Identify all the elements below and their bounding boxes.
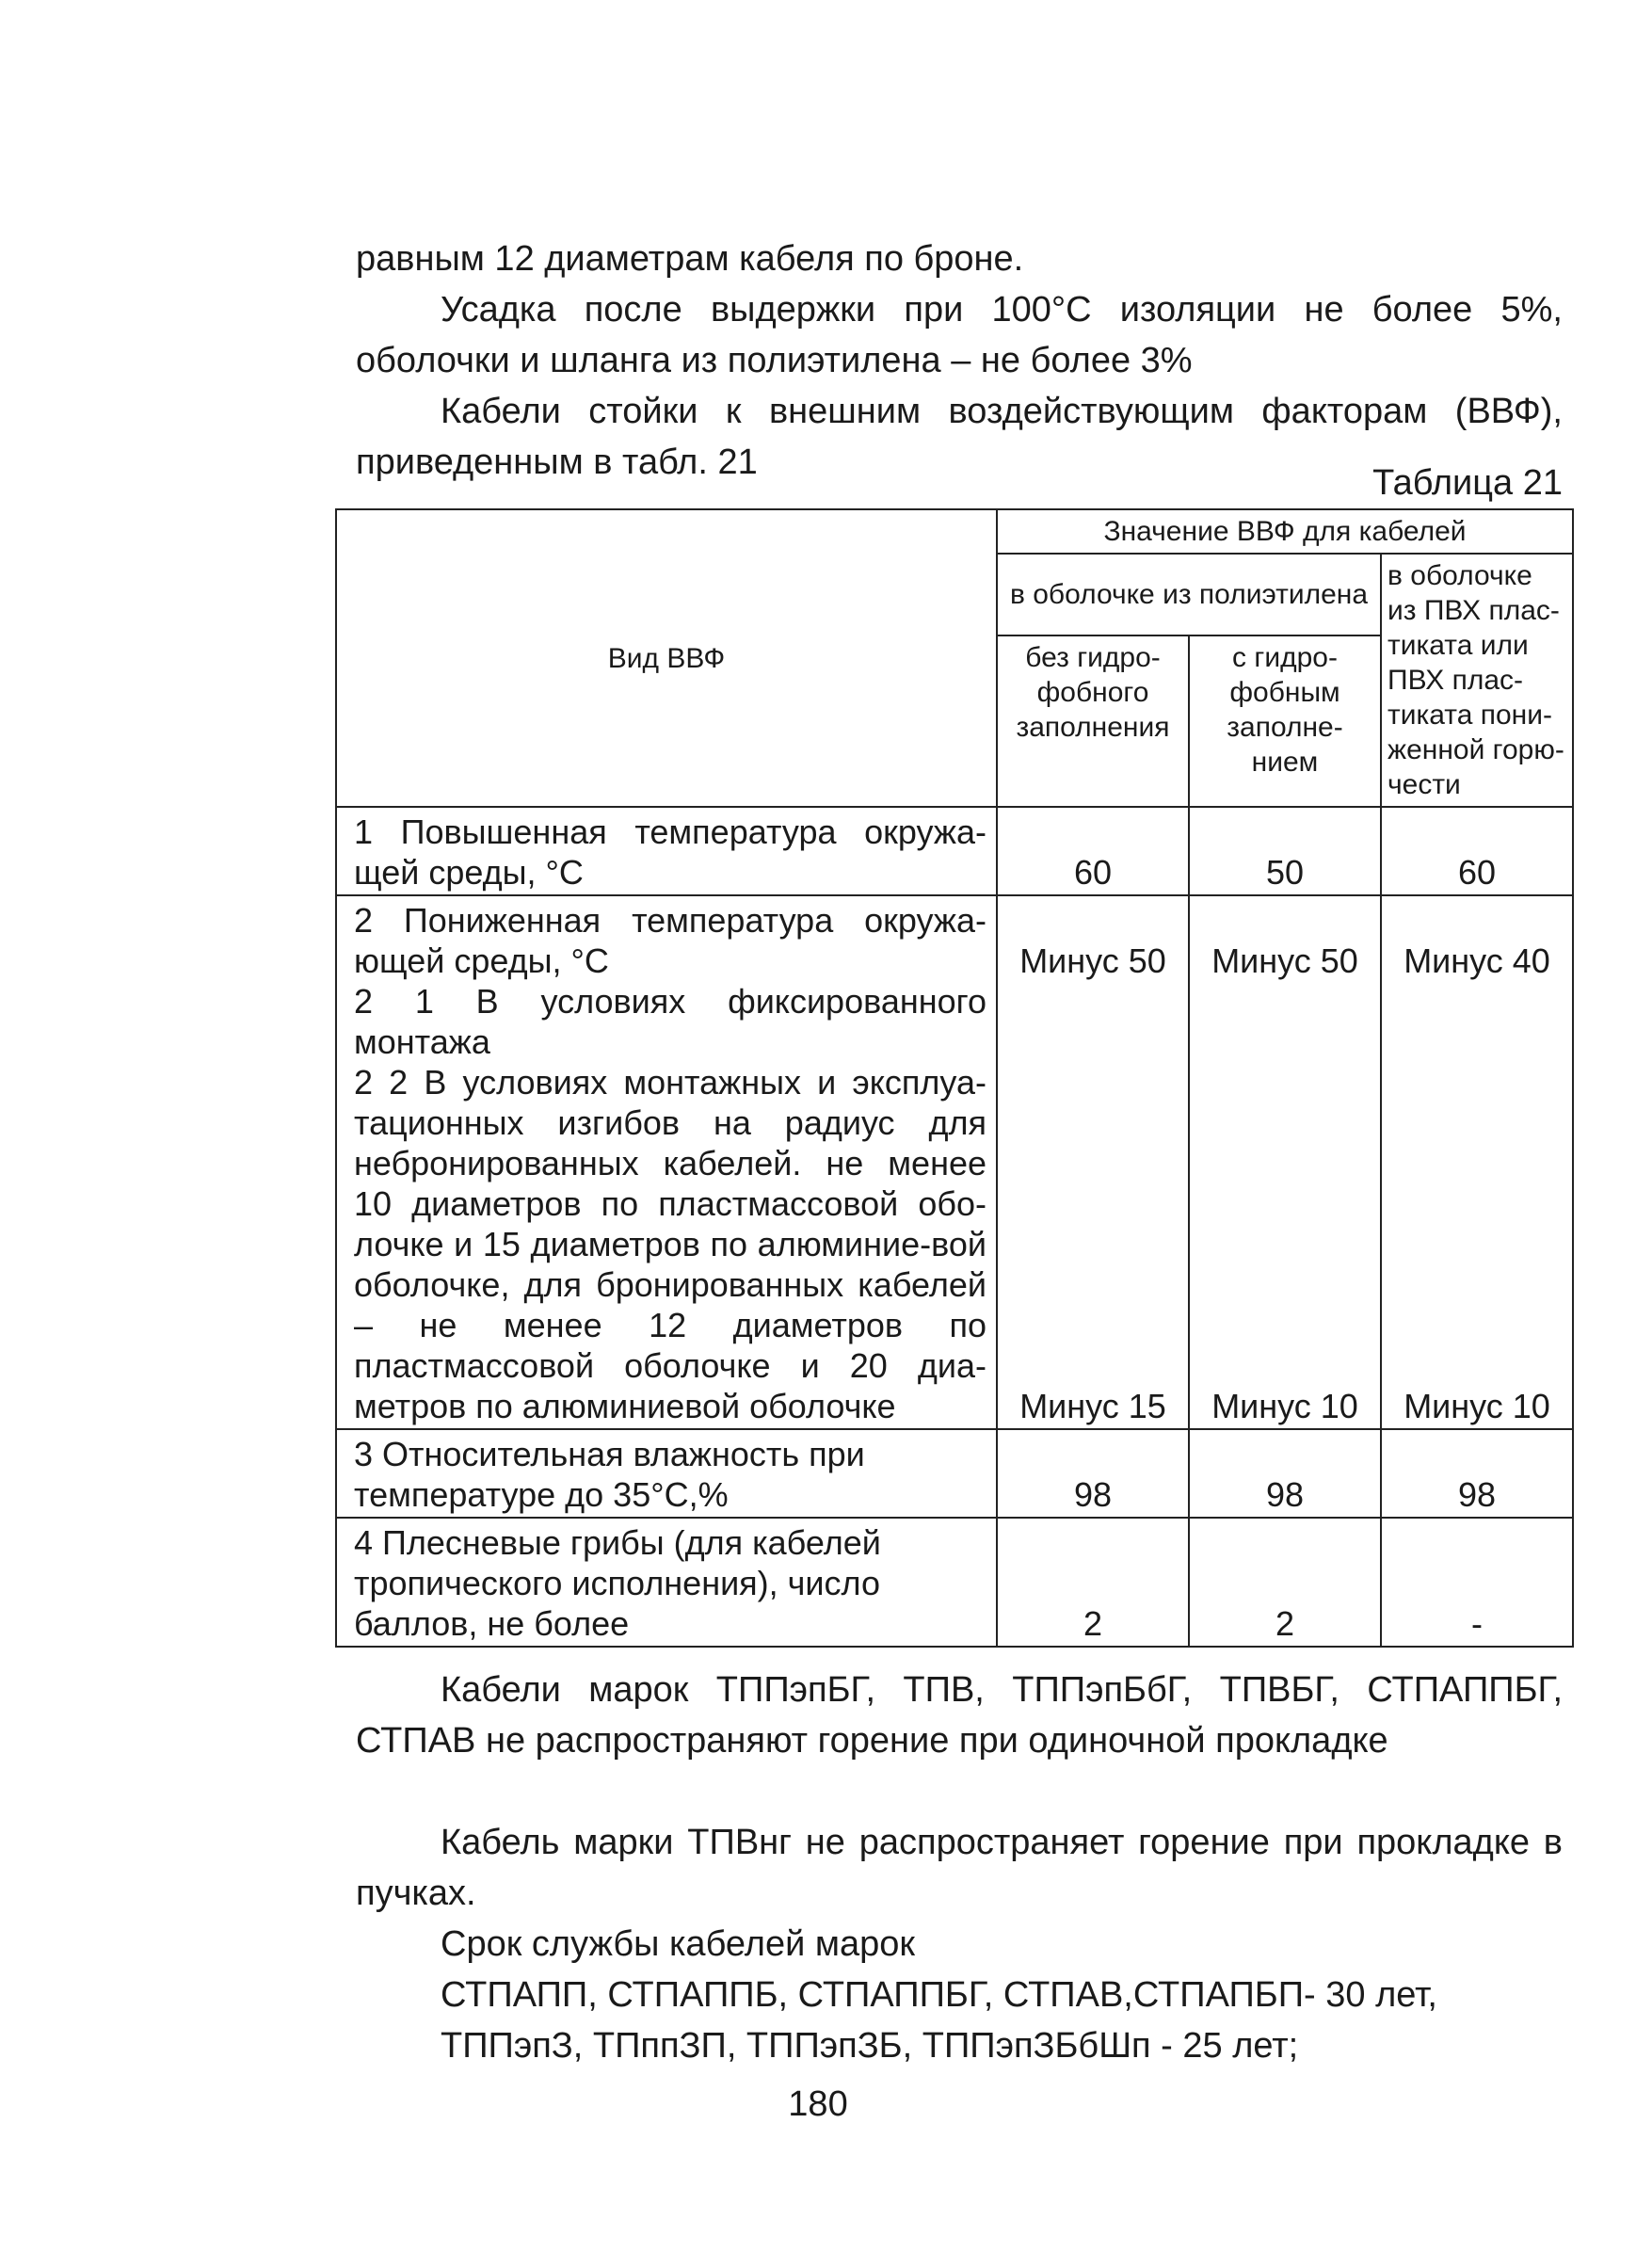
row-2-desc xyxy=(336,895,997,1429)
header-group: Значение ВВФ для кабелей xyxy=(997,509,1573,554)
paragraph-8: ТППэпЗ, ТПппЗП, ТППэпЗБ, ТППэпЗБбШп - 25 лет; xyxy=(441,2026,1299,2066)
table-row xyxy=(336,895,1573,1429)
row-3-v1: 98 xyxy=(997,1429,1189,1518)
row-1-text: 1 Повышенная температура окружа-щей среды, °С xyxy=(354,812,986,892)
row-2-a1: Минус 50 xyxy=(1019,941,1166,980)
row-4-v2: 2 xyxy=(1189,1518,1381,1647)
row-4-text: 4 Плесневые грибы (для кабелей тропического исполнения), число баллов, не более xyxy=(354,1523,881,1643)
paragraph-4: Кабели марок ТППэпБГ, ТПВ, ТППэпБбГ, ТПВБГ, СТПАППБГ, СТПАВ не распространяют горение при одиночной прокладке xyxy=(356,1670,1563,1761)
paragraph-3: Кабели стойки к внешним воздействующим факторам (ВВФ), приведенным в табл. 21 xyxy=(356,392,1563,482)
table-caption: Таблица 21 xyxy=(1372,463,1563,503)
header-type: Вид ВВФ xyxy=(336,509,997,807)
row-3-v2: 98 xyxy=(1189,1429,1381,1518)
header-pvc: в оболочке из ПВХ плас-тиката или ПВХ плас-тиката пони-женной горю-чести xyxy=(1381,554,1573,807)
row-2-sub1: 2 1 В условиях фиксированного монтажа xyxy=(354,982,986,1061)
table-row xyxy=(336,1429,1573,1518)
vvf-table xyxy=(335,508,1574,1648)
row-2-a2: Минус 50 xyxy=(1211,941,1358,980)
header-pe-fill: с гидро-фобным заполне-нием xyxy=(1189,635,1381,807)
table-header-row xyxy=(336,509,1573,554)
row-2-col2 xyxy=(1189,895,1381,1429)
row-2-b1: Минус 15 xyxy=(1019,1387,1166,1425)
row-1-desc xyxy=(336,807,997,895)
page-number: 180 xyxy=(788,2084,848,2124)
row-4-v1: 2 xyxy=(997,1518,1189,1647)
row-2-spacer xyxy=(1005,981,1180,1386)
row-1-v2: 50 xyxy=(1189,807,1381,895)
paragraph-5: Кабель марки ТПВнг не распространяет горение при прокладке в пучках. xyxy=(356,1823,1563,1913)
row-4-desc xyxy=(336,1518,997,1647)
row-3-v3: 98 xyxy=(1381,1429,1573,1518)
paragraph-6: Срок службы кабелей марок xyxy=(441,1924,916,1964)
header-pe-group: в оболочке из полиэтилена xyxy=(997,554,1381,635)
row-1-v3: 60 xyxy=(1381,807,1573,895)
row-2-sub2: 2 2 В условиях монтажных и эксплуа-тационных изгибов на радиус для небронированных кабелей. не менее 10 диаметров по пластмассовой обо-лочке и 15 диаметров по алюминие-вой оболочке, для бронированных кабелей – не менее 12 диаметров по пластмассовой оболочке и 20 диа-метров по алюминиевой оболочке xyxy=(354,1063,986,1425)
header-pe-no-fill: без гидро-фобного заполнения xyxy=(997,635,1189,807)
table-row xyxy=(336,807,1573,895)
row-1-v1: 60 xyxy=(997,807,1189,895)
row-2-b2: Минус 10 xyxy=(1211,1387,1358,1425)
row-3-text: 3 Относительная влажность при температуре до 35°С,% xyxy=(354,1435,865,1514)
paragraph-1: равным 12 диаметрам кабеля по броне. xyxy=(356,239,1024,279)
row-2-col1 xyxy=(997,895,1189,1429)
row-2-spacer xyxy=(1197,981,1372,1386)
row-3-desc xyxy=(336,1429,997,1518)
paragraph-7: СТПАПП, СТПАППБ, СТПАППБГ, СТПАВ,СТПАПБП- 30 лет, xyxy=(441,1975,1437,2015)
row-4-v3: - xyxy=(1381,1518,1573,1647)
row-2-spacer xyxy=(1389,981,1564,1386)
row-2-col3 xyxy=(1381,895,1573,1429)
table-row xyxy=(336,1518,1573,1647)
row-2-title: 2 Пониженная температура окружа-ющей среды, °С xyxy=(354,901,986,980)
row-2-a3: Минус 40 xyxy=(1403,941,1550,980)
row-2-b3: Минус 10 xyxy=(1403,1387,1550,1425)
paragraph-2: Усадка после выдержки при 100°С изоляции не более 5%, оболочки и шланга из полиэтилена – не более 3% xyxy=(356,290,1563,380)
